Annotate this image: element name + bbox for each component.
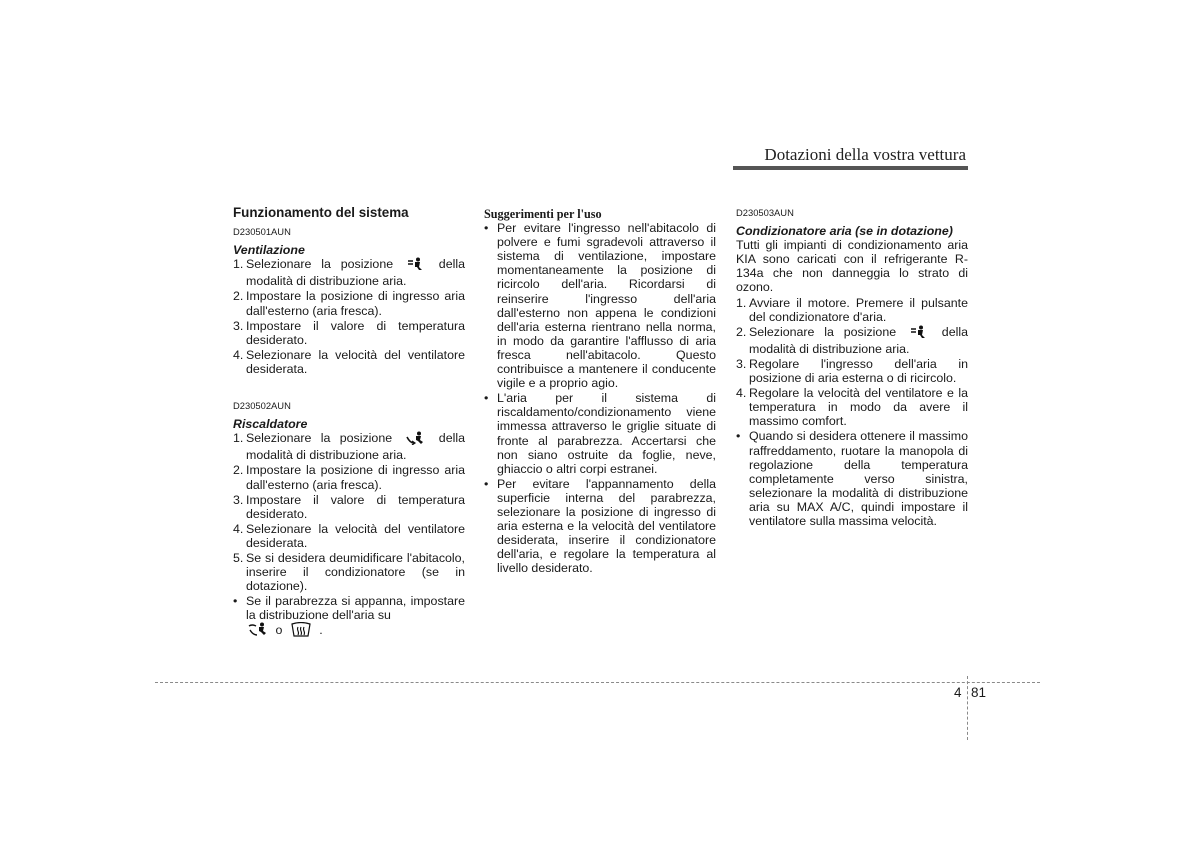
section-title: Suggerimenti per l'uso	[484, 207, 602, 221]
footer-divider	[155, 682, 1040, 683]
column-left	[233, 206, 465, 642]
list-item: 1. Selezionare la posizione della modalità di distribuzione aria.	[233, 257, 465, 289]
floor-defrost-icon	[248, 622, 268, 640]
column-middle	[484, 206, 716, 576]
list-item: 4. Regolare la velocità del ventilatore e la temperatura in modo da avere il massimo comfort.	[736, 386, 968, 429]
list-item: • Quando si desidera ottenere il massimo raffreddamento, ruotare la manopola di regolazione della temperatura completamente verso sinistra, selezionare la modalità di distribuzione aria su MAX A/C, quindi impostare il ventilatore sulla massima velocità.	[736, 429, 968, 528]
list-item: 5. Se si desidera deumidificare l'abitacolo, inserire il condizionatore (se in dotazione).	[233, 550, 465, 594]
section-code: D230501AUN	[233, 226, 291, 238]
vent-face-icon	[407, 257, 425, 274]
list-item: • Per evitare l'appannamento della superficie interna del parabrezza, selezionare la posizione di ingresso di aria esterna e la velocità del ventilatore desiderata, inserire il condizionatore dell'aria, e regolare la temperatura al livello desiderato.	[484, 476, 716, 576]
list-item: 4. Selezionare la velocità del ventilatore desiderata.	[233, 347, 465, 376]
list-item: • L'aria per il sistema di riscaldamento/condizionamento viene immessa attraverso le griglie situate di fronte al parabrezza. Accertarsi che non siano ostruite da foglie, neve, ghiaccio o altri corpi estranei.	[484, 391, 716, 476]
list-item: 3. Regolare l'ingresso dell'aria in posizione di aria esterna o di ricircolo.	[736, 356, 968, 386]
page-number: 81	[971, 685, 987, 700]
list-item: 2. Impostare la posizione di ingresso aria dall'esterno (aria fresca).	[233, 463, 465, 492]
intro-paragraph: Tutti gli impianti di condizionamento aria KIA sono caricati con il refrigerante R-134a che non danneggia lo strato di ozono.	[736, 238, 968, 295]
list-item: • Per evitare l'ingresso nell'abitacolo di polvere e fumi sgradevoli attraverso il sistema di ventilazione, impostare momentaneamente la posizione di ricircolo dell'aria. Ricordarsi di reinserire l'ingresso dell'aria dall'esterno non appena le condizioni dell'aria esterna rientrano nella norma, in modo da garantire l'afflusso di aria fresca nell'abitacolo. Questo contribuisce a mantenere il conducente vigile e a proprio agio.	[484, 221, 716, 391]
vent-floor-icon	[405, 431, 425, 448]
list-item: 3. Impostare il valore di temperatura desiderato.	[233, 492, 465, 521]
subsection-heading: Ventilazione	[233, 243, 305, 258]
list-item: 2. Selezionare la posizione della modalità di distribuzione aria.	[736, 324, 968, 356]
chapter-number: 4	[954, 685, 962, 700]
page-number-divider	[967, 676, 968, 740]
column-right	[736, 206, 968, 529]
list-item: 3. Impostare il valore di temperatura desiderato.	[233, 318, 465, 347]
list-item: 1. Avviare il motore. Premere il pulsante del condizionatore d'aria.	[736, 295, 968, 324]
windshield-defrost-icon	[290, 622, 312, 640]
list-item: 4. Selezionare la velocità del ventilatore desiderata.	[233, 521, 465, 550]
vent-face-icon	[910, 325, 928, 342]
section-code: D230502AUN	[233, 400, 291, 412]
subsection-heading: Condizionatore aria (se in dotazione)	[736, 224, 953, 239]
section-title: Funzionamento del sistema	[233, 205, 409, 220]
list-item: 1. Selezionare la posizione della modalità di distribuzione aria.	[233, 431, 465, 463]
header-bar	[733, 166, 968, 170]
list-item: • Se il parabrezza si appanna, impostare la distribuzione dell'aria su o .	[233, 594, 465, 640]
list-item: 2. Impostare la posizione di ingresso aria dall'esterno (aria fresca).	[233, 289, 465, 318]
subsection-heading: Riscaldatore	[233, 417, 308, 432]
section-code: D230503AUN	[736, 207, 794, 218]
header-title: Dotazioni della vostra vettura	[764, 145, 966, 164]
